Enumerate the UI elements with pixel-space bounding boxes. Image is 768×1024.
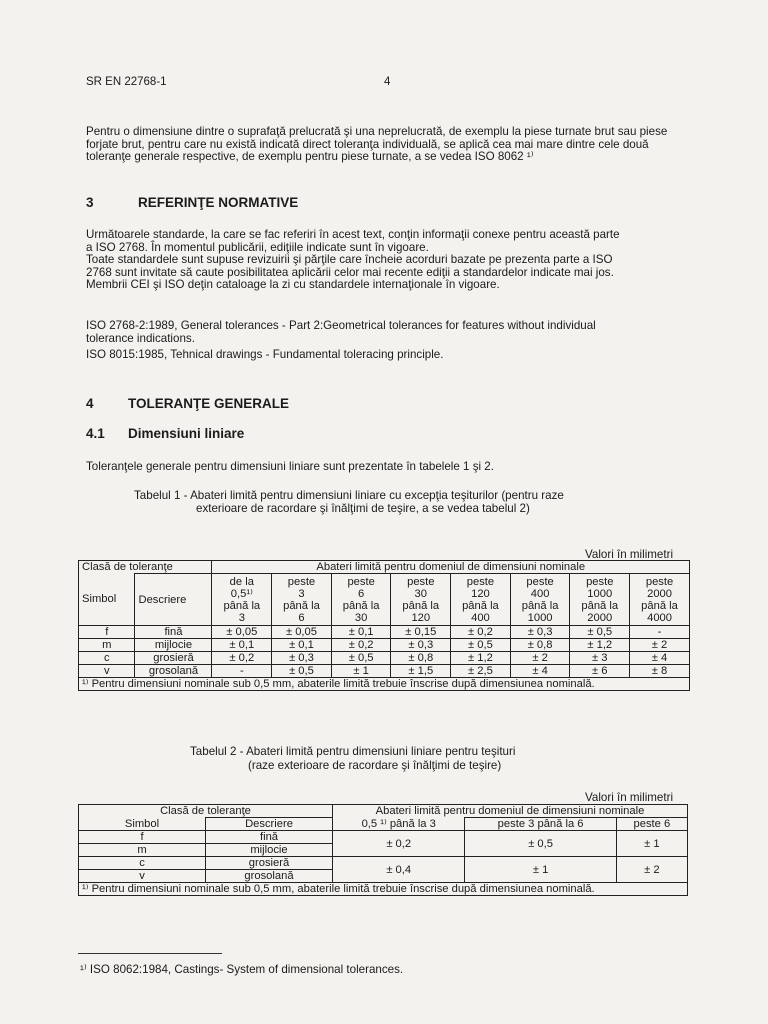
intro-paragraph: Pentru o dimensiune dintre o suprafaţă prelucrată şi una neprelucrată, de exemplu la piese turnate brut sau piese forjate brut, pentru care nu există indicată direct toleranţa individuală, se aplică cea mai mare dintre cele două toleranţe generale respective, de exemplu pentru piese turnate, a se vedea ISO 8062 ¹⁾	[86, 125, 668, 164]
table2-cell-descriere: fină	[206, 831, 333, 844]
table1-cell-simbol: v	[79, 665, 135, 678]
table1-cell: ± 6	[570, 665, 630, 678]
table2-cell: ± 2	[616, 857, 687, 883]
section4-number: 4	[86, 396, 94, 411]
table1-cell: ± 1,5	[391, 665, 451, 678]
table1-range-header: peste 400 până la 1000	[510, 574, 570, 626]
table-row	[79, 639, 690, 652]
table1-cell-simbol: c	[79, 652, 135, 665]
table2-cell: ± 1	[465, 857, 616, 883]
table1-cell: ± 0,2	[212, 652, 272, 665]
table1-cell-simbol: m	[79, 639, 135, 652]
page-footnote: ¹⁾ ISO 8062:1984, Castings- System of dimensional tolerances.	[80, 963, 404, 976]
table2-cell-simbol: c	[79, 857, 206, 870]
table1-cell: ± 0,1	[331, 626, 391, 639]
table2-cell-simbol: m	[79, 844, 206, 857]
table1-cell: ± 0,8	[510, 639, 570, 652]
table-row	[79, 665, 690, 678]
table-row	[79, 626, 690, 639]
table1-cell-descriere: grosieră	[135, 652, 212, 665]
section41-intro: Toleranţele generale pentru dimensiuni liniare sunt prezentate în tabelele 1 şi 2.	[86, 460, 494, 473]
table2-cell: ± 1	[616, 831, 687, 857]
table2-range-header: peste 6	[616, 818, 687, 831]
standard-code: SR EN 22768-1	[86, 76, 167, 88]
table2-header-simbol: Simbol	[79, 818, 206, 831]
table1	[78, 560, 690, 691]
table1-range-header: peste 2000 până la 4000	[630, 574, 690, 626]
table2-cell: ± 0,2	[333, 831, 465, 857]
table1-cell: ± 0,3	[272, 652, 332, 665]
table2-caption-line1: Tabelul 2 - Abateri limită pentru dimensiuni liniare pentru teşituri	[190, 745, 516, 758]
table1-cell: ± 2	[630, 639, 690, 652]
table1-footnote: ¹⁾ Pentru dimensiuni nominale sub 0,5 mm, abaterile limită trebuie înscrise după dimensiunea nominală.	[79, 678, 690, 691]
table1-header-descriere: Descriere	[135, 574, 212, 626]
table2-cell-simbol: v	[79, 870, 206, 883]
reference-line: tolerance indications.	[86, 331, 195, 345]
section4-title: TOLERANŢE GENERALE	[128, 396, 290, 411]
table2-cell-descriere: grosolană	[206, 870, 333, 883]
table-row	[79, 831, 688, 844]
table1-units: Valori în milimetri	[585, 548, 674, 561]
table-row	[79, 857, 688, 870]
table2-cell: ± 0,4	[333, 857, 465, 883]
table1-header-simbol: Simbol	[79, 574, 135, 626]
table1-header-class: Clasă de toleranţe	[79, 561, 212, 574]
section3-title: REFERINŢE NORMATIVE	[138, 195, 299, 210]
table2	[78, 804, 688, 896]
section3-line: Toate standardele sunt supuse revizuirii şi părţile care încheie acorduri bazate pe prezenta parte a ISO	[86, 253, 613, 267]
footnote-separator	[78, 953, 222, 954]
section3-line: a ISO 2768. În momentul publicării, ediţiile indicate sunt în vigoare.	[86, 240, 429, 254]
section3-paragraph	[86, 229, 706, 292]
table1-caption-line2: exterioare de racordare şi înălţimi de teşire, a se vedea tabelul 2)	[196, 502, 530, 515]
table1-range-header: peste 120 până la 400	[451, 574, 511, 626]
table1-cell: ± 2	[510, 652, 570, 665]
table2-cell-descriere: grosieră	[206, 857, 333, 870]
table2-cell: ± 0,5	[465, 831, 616, 857]
table1-cell: ± 3	[570, 652, 630, 665]
reference-line: ISO 2768-2:1989, General tolerances - Part 2:Geometrical tolerances for features without individual	[86, 319, 596, 332]
table-row	[79, 652, 690, 665]
section3-line: Următoarele standarde, la care se fac referiri în acest text, conţin informaţii conexe pentru această parte	[86, 228, 620, 241]
table1-cell: ± 0,1	[212, 639, 272, 652]
table1-range-header: peste 3 până la 6	[272, 574, 332, 626]
table2-caption-line2: (raze exterioare de racordare şi înălţimi de teşire)	[248, 759, 502, 772]
table2-footnote: ¹⁾ Pentru dimensiuni nominale sub 0,5 mm, abaterile limită trebuie înscrise după dimensiunea nominală.	[79, 883, 688, 896]
table1-cell: ± 0,05	[272, 626, 332, 639]
table2-cell-simbol: f	[79, 831, 206, 844]
table2-units: Valori în milimetri	[585, 791, 674, 804]
table1-range-header: de la 0,5¹⁾ până la 3	[212, 574, 272, 626]
table1-header-deviations: Abateri limită pentru domeniul de dimensiuni nominale	[212, 561, 690, 574]
table1-cell: -	[212, 665, 272, 678]
table1-cell: ± 1,2	[451, 652, 511, 665]
reference-iso8015: ISO 8015:1985, Tehnical drawings - Fundamental toleracing principle.	[86, 348, 444, 361]
table1-cell: ± 0,5	[272, 665, 332, 678]
table1-cell: ± 0,3	[391, 639, 451, 652]
table1-cell-descriere: fină	[135, 626, 212, 639]
table1-cell: ± 2,5	[451, 665, 511, 678]
table2-range-header: 0,5 ¹⁾ până la 3	[333, 818, 465, 831]
table1-cell: ± 1	[331, 665, 391, 678]
table1-range-header: peste 30 până la 120	[391, 574, 451, 626]
table1-cell: ± 0,5	[331, 652, 391, 665]
table1-cell: ± 1,2	[570, 639, 630, 652]
section41-number: 4.1	[86, 426, 105, 441]
table1-cell-descriere: mijlocie	[135, 639, 212, 652]
table1-cell: ± 0,8	[391, 652, 451, 665]
table1-cell: ± 0,5	[570, 626, 630, 639]
table1-range-header: peste 1000 până la 2000	[570, 574, 630, 626]
table1-cell: ± 8	[630, 665, 690, 678]
table2-header-deviations: Abateri limită pentru domeniul de dimensiuni nominale	[333, 805, 688, 818]
table1-cell: ± 0,3	[510, 626, 570, 639]
section3-number: 3	[86, 195, 94, 210]
table1-range-header: peste 6 până la 30	[331, 574, 391, 626]
section41-title: Dimensiuni liniare	[128, 426, 245, 441]
section3-line: Membrii CEI şi ISO deţin cataloage la zi cu standardele internaţionale în vigoare.	[86, 278, 500, 292]
reference-iso2768	[86, 320, 706, 345]
table1-cell: ± 0,1	[272, 639, 332, 652]
table1-caption-line1: Tabelul 1 - Abateri limită pentru dimensiuni liniare cu excepţia teşiturilor (pentru raze	[134, 489, 564, 502]
table1-cell: ± 4	[630, 652, 690, 665]
table1-cell-simbol: f	[79, 626, 135, 639]
section3-line: 2768 sunt invitate să caute posibilitatea aplicării celor mai recente ediţii a standardelor indicate mai jos.	[86, 265, 614, 279]
table1-cell: -	[630, 626, 690, 639]
table1-cell: ± 0,05	[212, 626, 272, 639]
table2-header-descriere: Descriere	[206, 818, 333, 831]
page-number: 4	[384, 76, 391, 88]
table1-cell: ± 0,15	[391, 626, 451, 639]
table1-cell-descriere: grosolană	[135, 665, 212, 678]
table1-cell: ± 0,2	[331, 639, 391, 652]
table2-cell-descriere: mijlocie	[206, 844, 333, 857]
table1-cell: ± 0,2	[451, 626, 511, 639]
table2-header-class: Clasă de toleranţe	[79, 805, 333, 818]
table1-cell: ± 0,5	[451, 639, 511, 652]
table1-cell: ± 4	[510, 665, 570, 678]
table2-range-header: peste 3 până la 6	[465, 818, 616, 831]
